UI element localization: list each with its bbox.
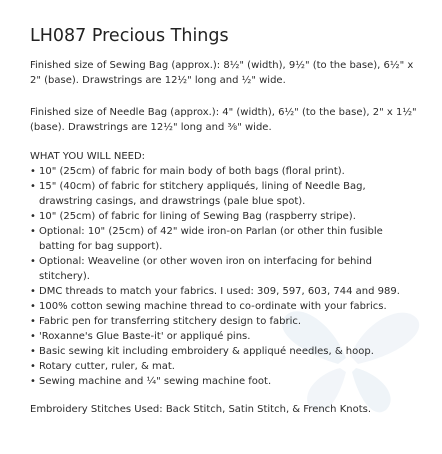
bullet-icon: • bbox=[30, 376, 36, 387]
bullet-icon: • bbox=[30, 166, 36, 177]
list-item-text: Basic sewing kit including embroidery & appliqué needles, & hoop. bbox=[39, 346, 374, 357]
list-item-text: DMC threads to match your fabrics. I used: 309, 597, 603, 744 and 989. bbox=[39, 286, 400, 297]
list-item-text: 10" (25cm) of fabric for main body of both bags (floral print). bbox=[39, 166, 345, 177]
list-item-text: Optional: Weaveline (or other woven iron on interfacing for behind stitchery). bbox=[39, 256, 372, 282]
bullet-icon: • bbox=[30, 301, 36, 312]
list-item bbox=[30, 314, 420, 329]
list-item-text: 'Roxanne's Glue Baste-it' or appliqué pins. bbox=[39, 331, 251, 342]
list-item bbox=[30, 329, 420, 344]
list-item bbox=[30, 359, 420, 374]
needle-bag-size-text: Finished size of Needle Bag (approx.): 4" (width), 6½" (to the base), 2" x 1½" (base). Drawstrings are 12½" long and ⅜" wide. bbox=[30, 107, 417, 133]
list-item bbox=[30, 284, 420, 299]
list-item-text: Rotary cutter, ruler, & mat. bbox=[39, 361, 175, 372]
bullet-icon: • bbox=[30, 286, 36, 297]
list-item bbox=[30, 164, 420, 179]
list-item-text: 10" (25cm) of fabric for lining of Sewing Bag (raspberry stripe). bbox=[39, 211, 356, 222]
page-title: LH087 Precious Things bbox=[30, 26, 229, 46]
bullet-icon: • bbox=[30, 331, 36, 342]
materials-heading: WHAT YOU WILL NEED: bbox=[30, 151, 146, 162]
list-item-text: Sewing machine and ¼" sewing machine foot. bbox=[39, 376, 272, 387]
list-item bbox=[30, 254, 420, 284]
list-item bbox=[30, 209, 420, 224]
list-item-text: 100% cotton sewing machine thread to co-ordinate with your fabrics. bbox=[39, 301, 387, 312]
bullet-icon: • bbox=[30, 346, 36, 357]
materials-list bbox=[30, 164, 420, 389]
list-item bbox=[30, 344, 420, 359]
list-item bbox=[30, 224, 420, 254]
list-item-text: Fabric pen for transferring stitchery design to fabric. bbox=[39, 316, 302, 327]
list-item bbox=[30, 179, 420, 209]
list-item bbox=[30, 299, 420, 314]
bullet-icon: • bbox=[30, 361, 36, 372]
sewing-bag-size-text: Finished size of Sewing Bag (approx.): 8½" (width), 9½" (to the base), 6½" x 2" (base). Drawstrings are 12½" long and ½" wide. bbox=[30, 60, 414, 86]
list-item-text: Optional: 10" (25cm) of 42" wide iron-on Parlan (or other thin fusible batting for bag support). bbox=[39, 226, 383, 252]
list-item-text: 15" (40cm) of fabric for stitchery appliqués, lining of Needle Bag, drawstring casings, and drawstrings (pale blue spot). bbox=[39, 181, 366, 207]
stitches-text: Embroidery Stitches Used: Back Stitch, Satin Stitch, & French Knots. bbox=[30, 404, 372, 415]
bullet-icon: • bbox=[30, 181, 36, 192]
bullet-icon: • bbox=[30, 211, 36, 222]
bullet-icon: • bbox=[30, 226, 36, 237]
bullet-icon: • bbox=[30, 316, 36, 327]
bullet-icon: • bbox=[30, 256, 36, 267]
list-item bbox=[30, 374, 420, 389]
